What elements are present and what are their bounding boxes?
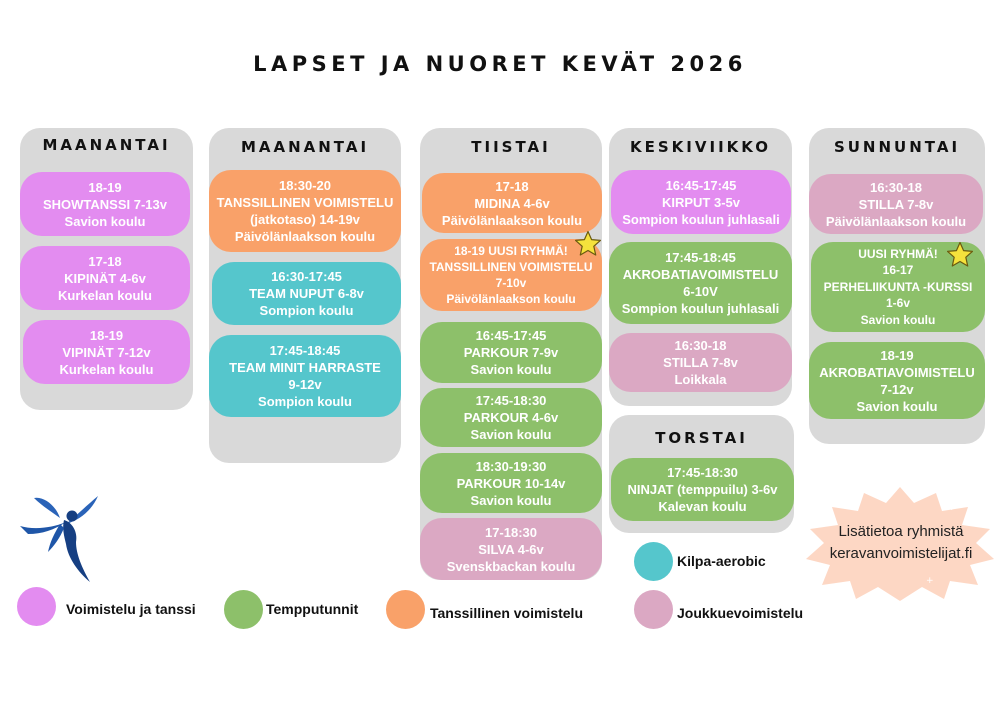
card-group: PARKOUR 7-9v [463,345,559,360]
card-location: Savion koulu [64,213,146,229]
card-group: MIDINA 4-6v [474,195,550,211]
schedule-card [611,458,794,521]
card-group: PARKOUR 4-6v [463,410,559,425]
card-location: Savion koulu [470,427,552,442]
card-new-label: UUSI RYHMÄ! [858,246,938,261]
card-location: Savion koulu [470,362,552,377]
card-time: 16-17 [882,263,914,278]
legend-label: Joukkuevoimistelu [677,605,804,621]
schedule-card [611,170,791,234]
legend-label: Kilpa-aerobic [677,553,766,569]
card-location: Loikkala [674,372,727,387]
card-group: STILLA 7-8v [858,196,934,212]
card-time: 16:30-18 [674,338,727,353]
card-age: 7-10v [495,276,527,290]
card-time: 18:30-19:30 [475,458,547,474]
card-location: Kurkelan koulu [59,361,154,377]
star-icon [574,230,602,258]
legend-swatch-kilpa-aerobic [634,542,673,581]
card-level: (jatkotaso) 14-19v [250,212,360,227]
schedule-card [809,174,983,234]
card-time: 17:45-18:30 [475,393,547,408]
day-heading: TORSTAI [655,429,748,447]
card-time: 18-19 [89,327,124,343]
card-time: 16:30-18 [869,179,923,195]
schedule-card [609,242,792,324]
schedule-card [212,262,401,325]
card-location: Sompion koulu [258,394,352,409]
card-time: 18-19 [88,179,122,195]
card-time: 18:30-20 [278,178,332,193]
schedule-card [23,320,190,384]
legend-swatch-tanssillinen-voimistelu [386,590,425,629]
card-location: Svenskbackan koulu [446,558,576,574]
card-time: 17:45-18:45 [665,250,736,265]
schedule-card [809,342,985,419]
schedule-card [20,246,190,310]
schedule-card [420,518,602,580]
card-group: KIRPUT 3-5v [661,194,741,210]
card-age: 7-12v [880,381,914,397]
star-icon [946,241,974,269]
legend-swatch-tempputunnit [224,590,263,629]
card-location: Päivölänlaakson koulu [825,213,967,229]
card-group: TANSSILLINEN VOIMISTELU [216,195,394,210]
schedule-card [20,172,190,236]
legend-swatch-voimistelu-ja-tanssi [17,587,56,626]
schedule-card [209,335,401,417]
card-group: PERHELIIKUNTA -KURSSI [823,279,973,294]
card-location: Savion koulu [470,492,552,508]
card-time: 18-19 [880,347,914,363]
card-group: KIPINÄT 4-6v [64,270,146,286]
card-location: Sompion koulu [259,303,354,318]
schedule-card [420,388,602,447]
card-group: PARKOUR 10-14v [456,475,566,491]
card-location: Sompion koulun juhlasali [622,211,780,227]
schedule-card [422,173,602,233]
card-age: 9-12v [288,377,322,392]
card-location: Sompion koulun juhlasali [621,301,780,316]
card-group: TANSSILLINEN VOIMISTELU [429,260,593,274]
card-group: TEAM NUPUT 6-8v [249,286,364,301]
card-location: Savion koulu [856,398,938,414]
schedule-card [609,333,792,392]
schedule-card [420,453,602,513]
card-time: 17-18 [88,253,122,269]
legend-swatch-joukkuevoimistelu [634,590,673,629]
card-location: Savion koulu [860,312,936,327]
card-location: Päivölänlaakson koulu [446,292,576,306]
card-time: 17-18 [495,178,529,194]
svg-text:+: + [948,503,956,513]
schedule-card [420,322,602,383]
info-text [808,521,994,565]
page-title: LAPSET JA NUORET KEVÄT 2026 [253,52,747,76]
card-time: 16:45-17:45 [475,328,547,343]
day-heading: MAANANTAI [240,138,370,156]
info-link[interactable]: keravanvoimistelijat.fi [829,545,973,562]
schedule-card [209,170,401,252]
day-heading: KESKIVIIKKO [630,138,771,156]
card-group: STILLA 7-8v [663,355,738,370]
card-group: AKROBATIAVOIMISTELU [622,267,779,282]
legend-label: Tanssillinen voimistelu [430,605,584,621]
legend-label: Voimistelu ja tanssi [66,601,196,617]
day-heading: MAANANTAI [42,136,171,154]
card-location: Päivölänlaakson koulu [234,229,376,244]
card-age: 1-6v [885,296,911,311]
day-heading: SUNNUNTAI [833,138,961,156]
svg-text:+: + [926,576,934,586]
card-time: 17:45-18:45 [269,343,341,358]
card-location: Päivölänlaakson koulu [441,212,583,228]
card-time: 18-19 UUSI RYHMÄ! [454,244,568,258]
card-time: 16:45-17:45 [665,177,737,193]
legend-label: Tempputunnit [266,601,359,617]
info-line: Lisätietoa ryhmistä [838,523,964,540]
card-group: TEAM MINIT HARRASTE [229,360,381,375]
card-time: 16:30-17:45 [271,269,342,284]
card-age: 6-10V [683,284,718,299]
card-time: 17:45-18:30 [667,465,738,480]
card-location: Kurkelan koulu [58,287,152,303]
day-heading: TIISTAI [471,138,551,156]
card-group: SHOWTANSSI 7-13v [42,196,167,212]
card-group: NINJAT (temppuilu) 3-6v [627,482,778,497]
card-group: VIPINÄT 7-12v [62,344,151,360]
card-group: SILVA 4-6v [478,541,544,557]
card-location: Kalevan koulu [658,499,747,514]
card-time: 17-18:30 [484,524,538,540]
card-group: AKROBATIAVOIMISTELU [819,364,975,380]
gymnast-icon [14,490,102,585]
